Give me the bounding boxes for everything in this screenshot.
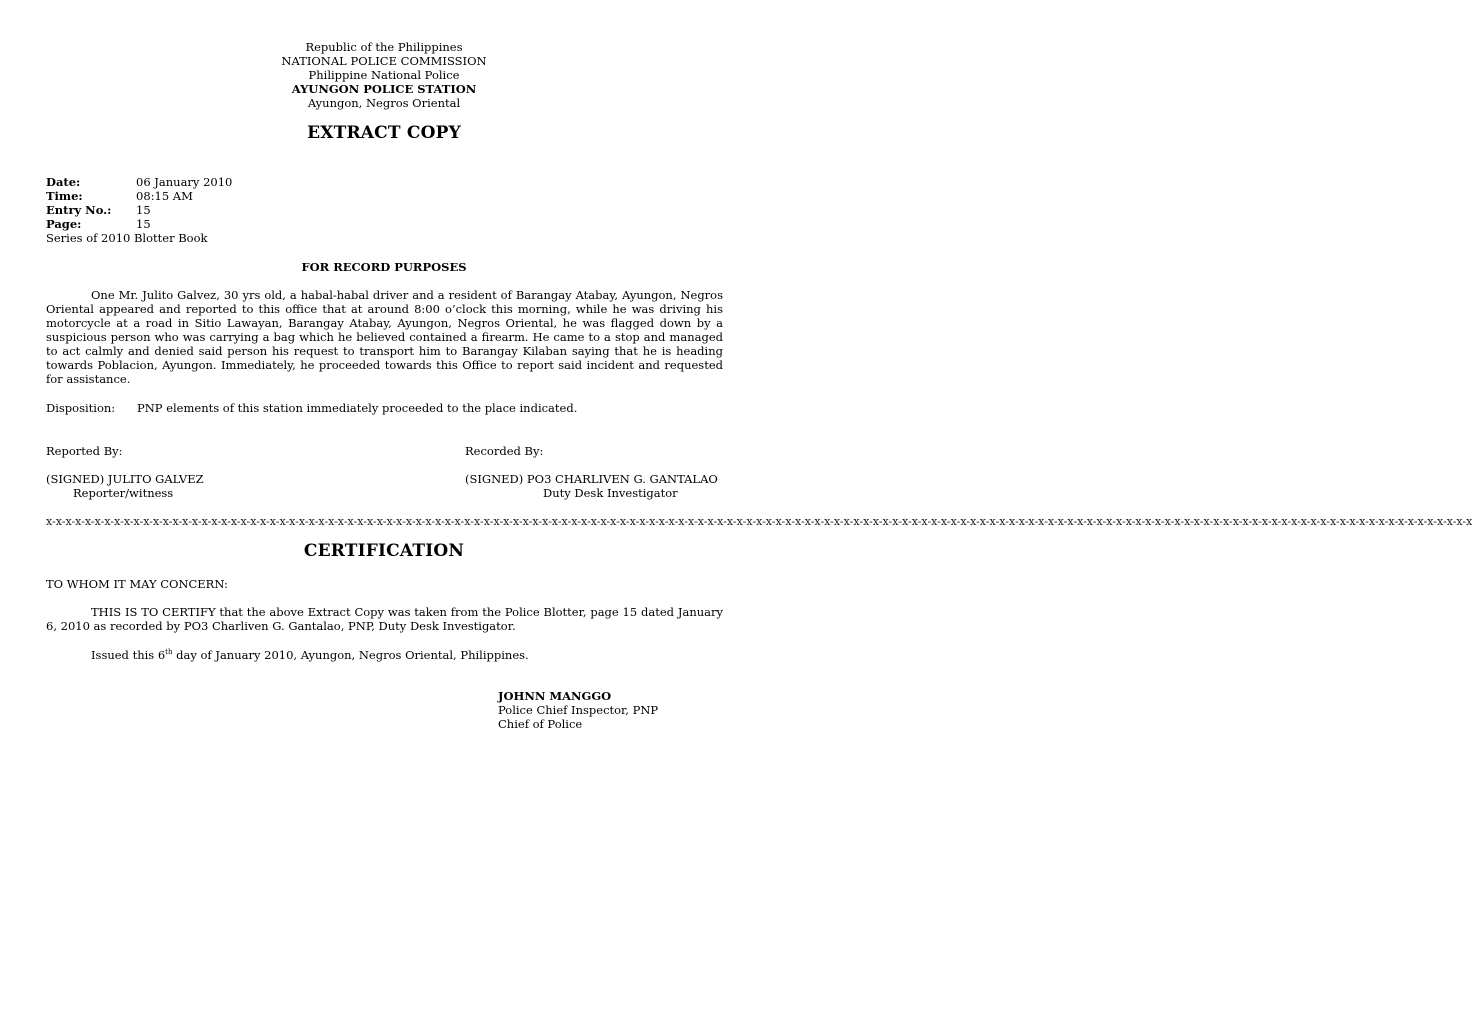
- signatory-position: Chief of Police: [498, 717, 583, 731]
- header-location: Ayungon, Negros Oriental: [307, 96, 461, 110]
- issued-post: day of January 2010, Ayungon, Negros Oriental, Philippines.: [172, 648, 529, 662]
- reporter-role: Reporter/witness: [73, 486, 174, 500]
- narrative-paragraph: One Mr. Julito Galvez, 30 yrs old, a habal-habal driver and a resident of Barangay Atabay, Ayungon, Negros Oriental appeared and reported to this office that at around 8:00 o’clock this morning, while he was driving his motorcycle at a road in Sitio Lawayan, Barangay Atabay, Ayungon, Negros Oriental, he was flagged down by a suspicious person who was carrying a bag which he believed contained a firearm. He came to a stop and managed to act calmly and denied said person his request to transport him to Barangay Kilaban saying that he is heading towards Poblacion, Ayungon. Immediately, he proceeded towards this Office to report said incident and requested for assistance.: [46, 288, 723, 386]
- signatory-title: Police Chief Inspector, PNP: [498, 703, 659, 717]
- time-label: Time:: [46, 189, 83, 203]
- entry-value: 15: [136, 203, 151, 217]
- disposition-label: Disposition:: [46, 401, 116, 415]
- purpose-heading: FOR RECORD PURPOSES: [301, 260, 467, 274]
- signatory-name: JOHNN MANGGO: [498, 689, 612, 703]
- header-napolcom: NATIONAL POLICE COMMISSION: [281, 54, 487, 68]
- certification-body: THIS IS TO CERTIFY that the above Extract Copy was taken from the Police Blotter, page 15 dated January 6, 2010 as recorded by PO3 Charliven G. Gantalao, PNP, Duty Desk Investigator.: [46, 605, 723, 633]
- date-label: Date:: [46, 175, 81, 189]
- header-pnp: Philippine National Police: [308, 68, 460, 82]
- entry-label: Entry No.:: [46, 203, 112, 217]
- issued-ordinal: th: [165, 648, 173, 657]
- recorder-signed-name: (SIGNED) PO3 CHARLIVEN G. GANTALAO: [465, 472, 718, 486]
- series-line: Series of 2010 Blotter Book: [46, 231, 208, 245]
- time-value: 08:15 AM: [136, 189, 193, 203]
- recorder-role: Duty Desk Investigator: [543, 486, 678, 500]
- recorded-by-label: Recorded By:: [465, 444, 544, 458]
- issued-pre: Issued this 6: [91, 648, 166, 662]
- reporter-signed-name: (SIGNED) JULITO GALVEZ: [46, 472, 204, 486]
- document-title: EXTRACT COPY: [307, 123, 461, 143]
- header-republic: Republic of the Philippines: [305, 40, 463, 54]
- header-station: AYUNGON POLICE STATION: [291, 82, 477, 96]
- issued-line: [91, 648, 529, 662]
- salutation: TO WHOM IT MAY CONCERN:: [46, 577, 228, 591]
- disposition-text: PNP elements of this station immediately proceeded to the place indicated.: [137, 401, 578, 415]
- page-label: Page:: [46, 217, 82, 231]
- date-value: 06 January 2010: [136, 175, 233, 189]
- certification-title: CERTIFICATION: [303, 541, 465, 561]
- reported-by-label: Reported By:: [46, 444, 123, 458]
- section-separator: x-x-x-x-x-x-x-x-x-x-x-x-x-x-x-x-x-x-x-x-x-x-x-x-x-x-x-x-x-x-x-x-x-x-x-x-x-x-x-x-x-x-x-x-x-x-x-x-x-x-x-x-x-x-x-x-x-x-x-x-x-x-x-x-x-x-x-x-x-x-x-x-x-x-x-x-x-x-x-x-x-x-x-x-x-x-x-x-x-x-x-x-x-x-x-x-x-x-x-x-x-x-x-x-x-x-x-x-x-x-x-x-x-x-x-x-x-x-x-x-x-x-x-x-x-x-x-x-x-x-x-x-x-x-x-x-x-x-x-x-x-x-x-x-x-x-x: [46, 515, 1472, 528]
- page-value: 15: [136, 217, 151, 231]
